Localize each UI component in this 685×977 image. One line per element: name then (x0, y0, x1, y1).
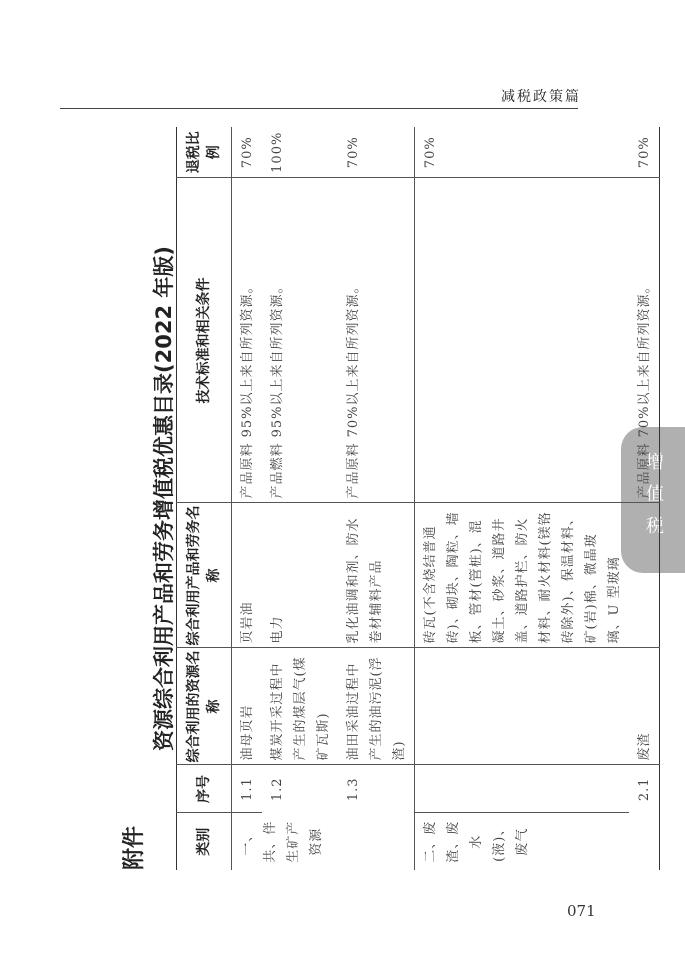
header-rule (60, 108, 578, 109)
resource-cell (415, 648, 630, 765)
product-cell (629, 503, 660, 648)
side-tab-label: 增值税 (643, 452, 664, 548)
condition-cell: 产品原料 70%以上来自所列资源。 (338, 178, 415, 503)
table-row (629, 127, 660, 870)
table-row (262, 127, 338, 870)
catalog-table (176, 127, 660, 870)
resource-cell: 煤炭开采过程中产生的煤层气(煤矿瓦斯) (262, 648, 338, 765)
ratio-cell: 70% (338, 127, 415, 178)
number-cell (415, 765, 630, 813)
number-cell: 1.2 (270, 777, 285, 802)
category-cell: 二、废渣、废水(液)、废气 (415, 813, 660, 870)
ratio-cell: 70% (232, 127, 263, 178)
col-header-number: 序号 (177, 765, 232, 813)
condition-cell: 产品原料 95%以上来自所列资源。 (232, 178, 263, 503)
document-title: 资源综合利用产品和劳务增值税优惠目录(2022 年版) (152, 246, 176, 751)
resource-cell: 废渣 (629, 648, 660, 765)
rotated-annex-block (117, 127, 652, 870)
resource-cell: 油田采油过程中产生的油污泥(浮渣) (338, 648, 415, 765)
number-cell: 1.1 (232, 765, 263, 813)
ratio-cell: 70% (629, 127, 660, 178)
product-cell: 页岩油 (232, 503, 263, 648)
col-header-ratio: 退税比例 (177, 127, 232, 178)
table-row (338, 127, 415, 870)
ratio-cell: 100% (262, 127, 338, 178)
running-header: 减税政策篇 (501, 89, 581, 105)
col-header-condition: 技术标准和相关条件 (177, 178, 232, 503)
condition-cell: 产品燃料 95%以上来自所列资源。 (262, 178, 338, 503)
product-cell: 乳化油调和剂、防水卷材辅料产品 (338, 503, 415, 648)
condition-cell (415, 178, 630, 503)
col-header-resource: 综合利用的资源名称 (177, 648, 232, 765)
col-header-category: 类别 (177, 813, 232, 870)
condition-cell: 产品原料 70%以上来自所列资源。 (629, 178, 660, 503)
table-header-row (177, 127, 232, 870)
annex-label: 附件 (122, 825, 147, 870)
number-cell: 1.3 (346, 777, 361, 802)
product-cell: 砖瓦(不含烧结普通砖)、砌块、陶粒、墙板、管材(管桩)、混凝土、砂浆、道路井盖、道路护栏、防火材料、耐火材料(镁铬砖除外)、保温材料、矿(岩)棉、微晶玻璃、U 型玻璃 (415, 503, 630, 648)
page-number: 071 (567, 902, 596, 920)
table-row (415, 127, 630, 870)
col-header-product: 综合利用产品和劳务名称 (177, 503, 232, 648)
product-cell: 电力 (262, 503, 338, 648)
number-cell: 2.1 (637, 777, 652, 802)
ratio-cell: 70% (415, 127, 630, 178)
resource-cell: 油母页岩 (232, 648, 263, 765)
table-row (232, 127, 263, 870)
category-cell: 一、共、伴生矿产资源 (240, 820, 324, 863)
